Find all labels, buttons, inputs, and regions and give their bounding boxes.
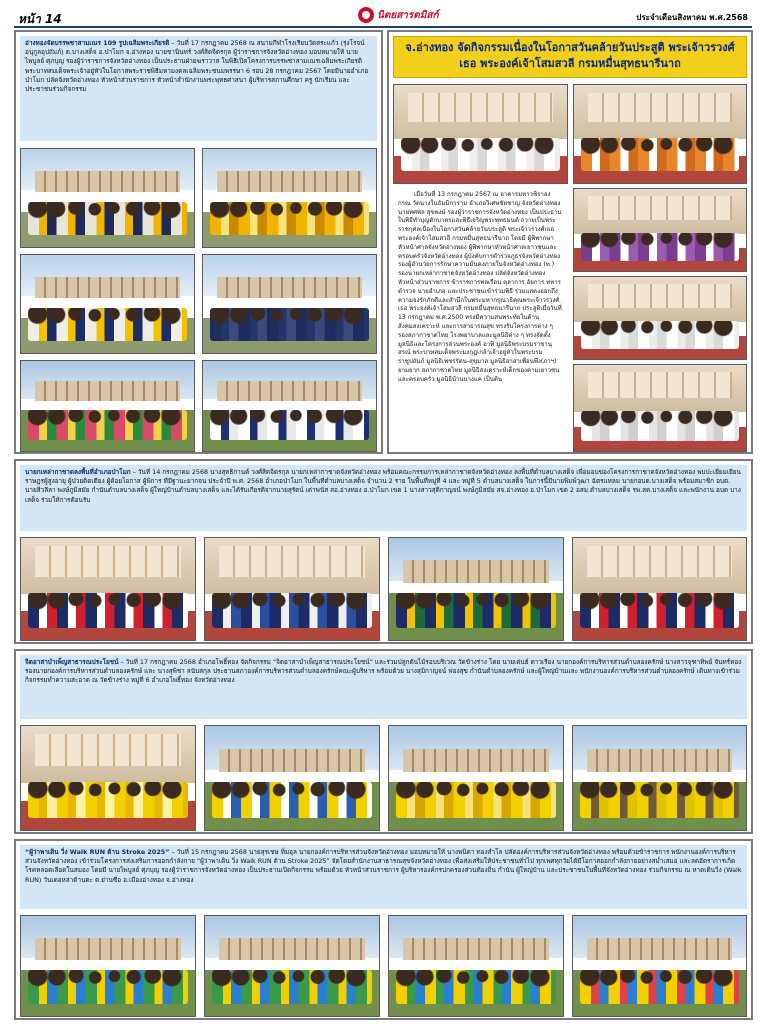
newspaper-logo-icon bbox=[358, 7, 374, 23]
photo bbox=[202, 254, 377, 354]
article-volunteer-text bbox=[20, 655, 747, 719]
article-red-cross-text bbox=[20, 465, 747, 531]
article-royal-ceremony-title: จ.อ่างทอง จัดกิจกรรมเนื่องในโอกาสวันคล้ายวันประสูติ พระเจ้าวรวงศ์เธอ พระองค์เจ้าโสมสวลี กรมหมื่นสุทธนารีนาถ bbox=[393, 36, 747, 78]
logo-text: นิตยสารตมิสก์ bbox=[377, 9, 439, 21]
photo bbox=[202, 360, 377, 452]
article-ordination-body: – วันที่ 17 กรกฎาคม 2568 ณ สนามกีฬาโรงเรียนวัดสระแก้ว (รุ่งโรจน์อนุกูลอุปถัมภ์) ต.บางเสด็จ อ.ป่าโมก จ.อ่างทอง นายชานินทร์ วงศ์สิดจิตรกุล ผู้ว่าราชการจังหวัดอ่างทอง มอบหมายให้ นายไพบูลย์ ศุภบุญ รองผู้ว่าราชการจังหวัดอ่างทอง เป็นประธานฝ่ายฆราวาส ในพิธีเปิดโครงการบรรพชาสามเณรเฉลิมพระเกียรติพระบาทสมเด็จพระเจ้าอยู่หัวในโอกาสพระราชพิธีมหามงคลเฉลิมพระชนมพรรษา 6 รอบ 28 กรกฎาคม 2567 โดยมีนายอำเภอป่าโมก ปลัดจังหวัดอ่างทอง หัวหน้าส่วนราชการ หัวหน้าสำนักงานพระพุทธศาสนา ผู้บริหารสถานศึกษา ครู นักเรียน และประชาชนร่วมกิจกรรม bbox=[25, 39, 369, 94]
photo bbox=[20, 148, 195, 248]
photo bbox=[572, 537, 747, 641]
page-header bbox=[14, 4, 752, 30]
article-red-cross bbox=[14, 459, 753, 644]
article-royal-ceremony-body: เมื่อวันที่ 13 กรกฎาคม 2567 ณ อาคารมหาวชิราลงกรณ วัดนางในธัมมิการาม อำเภอวิเศษชัยชาญ จังหวัดอ่างทอง นายทศพล สุขพงษ์ รองผู้ว่าราชการจังหวัดอ่างทอง เป็นประธานในพิธีทำบุญตักบาตรและพิธีเจริญพระพุทธมนต์ ถวายเป็นพระราชกุศลเนื่องในโอกาสวันคล้ายวันประสูติ พระเจ้าวรวงศ์เธอ พระองค์เจ้าโสมสวลี กรมหมื่นสุทธนารีนาถ โดยมี ผู้พิพากษาหัวหน้าศาลจังหวัดอ่างทอง ผู้พิพากษาหัวหน้าศาลเยาวชนและครอบครัวจังหวัดอ่างทอง ผู้บังคับการตำรวจภูธรจังหวัดอ่างทอง รองผู้อำนวยการรักษาความมั่นคงภายในจังหวัดอ่างทอง (ท.) รองนายกเหล่ากาชาดจังหวัดอ่างทอง ปลัดจังหวัดอ่างทอง หัวหน้าส่วนราชการ ข้าราชการพลเรือน ตุลาการ อัยการ ทหาร ตำรวจ นายอำเภอ และประชาชนเข้าร่วมพิธี ร่วมแสดงออกถึงความจงรักภักดีและสำนึกในพระมหากรุณาธิคุณพระเจ้าวรวงศ์เธอ พระองค์เจ้าโสมสวลี กรมหมื่นสุทธนารีนาถ ประสูติเมื่อวันที่ 13 กรกฎาคม พ.ศ.2500 ทรงมีความสนพระทัยในด้านสังคมสงเคราะห์ และการสาธารณสุข ทรงรับโครงการต่าง ๆ รองสภากาชาดไทย โรงพยาบาลและมูลนิธิต่าง ๆ ทรงจัดตั้งมูลนิธิและโครงการส่วนพระองค์ อาทิ มูลนิธิพระบรมราชานุสรณ์ พระบาทสมเด็จพระมงกุฎเกล้าเจ้าอยู่หัวในพระบรมราชูปถัมภ์ มูลนิธิเพชรรัตน-สุขุมาล มูลนิธิอาสาเพื่อนพึ่ง(ภาฯ) ยามยาก สภากาชาดไทย มูลนิธิสงเคราะห์เด็กของคามเยาวชนและครอบครัว มูลนิธิบ้านบางแค เป็นต้น bbox=[398, 191, 562, 383]
article-royal-ceremony-text bbox=[393, 188, 568, 452]
article-red-cross-body: – วันที่ 14 กรกฎาคม 2568 นางสุทธิกานต์ วงศ์สิดจิตรกุล นายกเหล่ากาชาดจังหวัดอ่างทอง พร้อมคณะกรรมการเหล่ากาชาดจังหวัดอ่างทอง ลงพื้นที่ตำบลบางเสด็จ เพื่อมอบของโครงการกาชาดจังหวัดอ่างทอง พบปะเยี่ยมเยียนราษฎรผู้สูงอายุ ผู้ป่วยติดเตียง ผู้ด้อยโอกาส ผู้พิการ ที่มีฐานะยากจน ประจำปี พ.ศ. 2568 อำเภอป่าโมก ในพื้นที่ตำบลบางเสด็จ จำนวน 2 ราย ในพื้นที่หมู่ที่ 4 และ หมู่ที่ 5 ตำบลบางเสด็จ ในการนี้มีนายพิมพ์วุฒา ฉัตรแหลม นายกอบต.บางเสด็จ พร้อมสมาชิก อบต. นายสิวลีลา พงษ์ภูมิสมัย กำนันตำบลบางเสด็จ ผู้ใหญ่บ้านตำบลบางเสด็จ และได้รับเกียรติจากนายสุรัตน์ เต่าพนัส สอ.อ่างทอง อ.ป่าโมก เขต 1 นางสาวสุติกาญจน์ พงษ์ภูมิสมัย สจ.อ่างทอง อ.ป่าโมก เขต 2 อสม.ตำบลบางเสด็จ รพ.สต.บางเสด็จ และพนักงาน อบต บางเสด็จ ร่วมให้การต้อนรับ bbox=[25, 468, 741, 504]
article-volunteer-body: – วันที่ 17 กรกฎาคม 2568 อำเภอโพธิ์ทอง จัดกิจกรรม “จิตอาสาบำเพ็ญสาธารณประโยชน์” และร่วมปลูกต้นไม้รอบบริเวณ วัดข้างร่าง โดย นายเด่นธ์ ดาวเรือง นายกองค์การบริหารส่วนตำบลองครักษ์ นางสาวจุฑาทิพย์ จันทร์ทอง รองนายกองค์การบริหารส่วนตำบลองครักษ์ และ นางสุพิชา ลนับสกุล ประธานสภาองค์การบริหารส่วนตำบลองครักษ์คณะผู้บริหาร พร้อมด้วย นางสุมิกาญจน์ ฟองสุข กำนันตำบลองครักษ์ และผู้ใหญ่บ้านและ พนักงานองค์การบริหารส่วนตำบลองครักษ์ เดินทางเข้าร่วมกิจกรรมทำความสะอาด ณ วัดข้างร่าง หมู่ที่ 6 อำเภอโพธิ์ทอง จังหวัดอ่างทอง bbox=[25, 658, 742, 685]
photo bbox=[573, 364, 747, 452]
page-number: หน้า 14 bbox=[18, 12, 62, 26]
photo bbox=[204, 537, 380, 641]
article-walk-run bbox=[14, 839, 753, 1020]
photo bbox=[20, 254, 195, 354]
article-walk-run-text bbox=[20, 845, 747, 909]
article-red-cross-headline: นายกเหล่ากาชาดลงพื้นที่อำเภอป่าโมก bbox=[25, 468, 131, 476]
article-ordination-text bbox=[20, 36, 377, 141]
article-volunteer-headline: จิตอาสาบำเพ็ญสาธารณประโยชน์ bbox=[25, 658, 119, 666]
photo bbox=[573, 188, 747, 272]
photo bbox=[20, 725, 196, 831]
photo bbox=[20, 360, 195, 452]
photo bbox=[393, 84, 568, 184]
photo bbox=[573, 84, 747, 184]
article-ordination bbox=[14, 30, 383, 454]
photo bbox=[388, 725, 564, 831]
issue-date: ประจำเดือนสิงหาคม พ.ศ.2568 bbox=[636, 13, 748, 22]
photo bbox=[388, 915, 564, 1017]
photo bbox=[202, 148, 377, 248]
article-ordination-headline: อ่างทองจัดบรรพชาสามเณร 109 รูปเฉลิมพระเกียรติ bbox=[25, 39, 170, 47]
publication-logo bbox=[358, 6, 439, 24]
photo bbox=[572, 725, 747, 831]
photo bbox=[204, 725, 380, 831]
photo bbox=[572, 915, 747, 1017]
article-royal-ceremony bbox=[387, 30, 753, 454]
photo bbox=[20, 537, 196, 641]
header-divider bbox=[14, 26, 752, 28]
article-volunteer bbox=[14, 649, 753, 834]
photo bbox=[204, 915, 380, 1017]
photo bbox=[388, 537, 564, 641]
article-walk-run-headline: “ผู้ว่าพาเดิน วิ่ง Walk RUN ต้าน Stroke 2025” bbox=[25, 848, 170, 856]
article-walk-run-body: – วันที่ 15 กรกฎาคม 2568 นายสุรเชษ ทิ่มอุล นายกองค์การบริหารส่วนจังหวัดอ่างทอง มอบหมายให้ นางพนิดา ทองสำโล ปลัดองค์การบริหารส่วนจังหวัดอ่างทอง พร้อมด้วยข้าราชการ พนักงานองค์การบริหารส่วนจังหวัดอ่างทอง เข้าร่วมโครงการส่งเสริมการออกกำลังกาย “ผู้ว่าพาเดิน วิ่ง Walk RUN ต้าน Stroke 2025” จัดโดยสำนักงานสาธารณสุขจังหวัดอ่างทอง เพื่อส่งเสริมให้ประชาชนทั่วไป ทุกเพศทุกวัยได้มีโอกาสออกกำลังกายอย่างสม่ำเสมอ และลดอัตราการเกิดโรคหลอดเลือดในสมอง โดยมี นายไพบูลย์ ศุภบุญ รองผู้ว่าราชการจังหวัดอ่างทอง เป็นประธานเปิดกิจกรรม พร้อมด้วย หัวหน้าส่วนราชการ ผู้บริหารองค์กรปกครองส่วนท้องถิ่น กำนัน ผู้ใหญ่บ้าน และประชาชนในพื้นที่จังหวัดอ่างทอง ร่วมกิจกรรม ณ หาดเดินวิ่ง (Walk RUN) วันเดอหล่าด้านตะ ต.ย่านซื่อ อ.เมืองอ่างทอง จ.อ่างทอง bbox=[25, 848, 742, 884]
photo bbox=[573, 276, 747, 360]
photo bbox=[20, 915, 196, 1017]
